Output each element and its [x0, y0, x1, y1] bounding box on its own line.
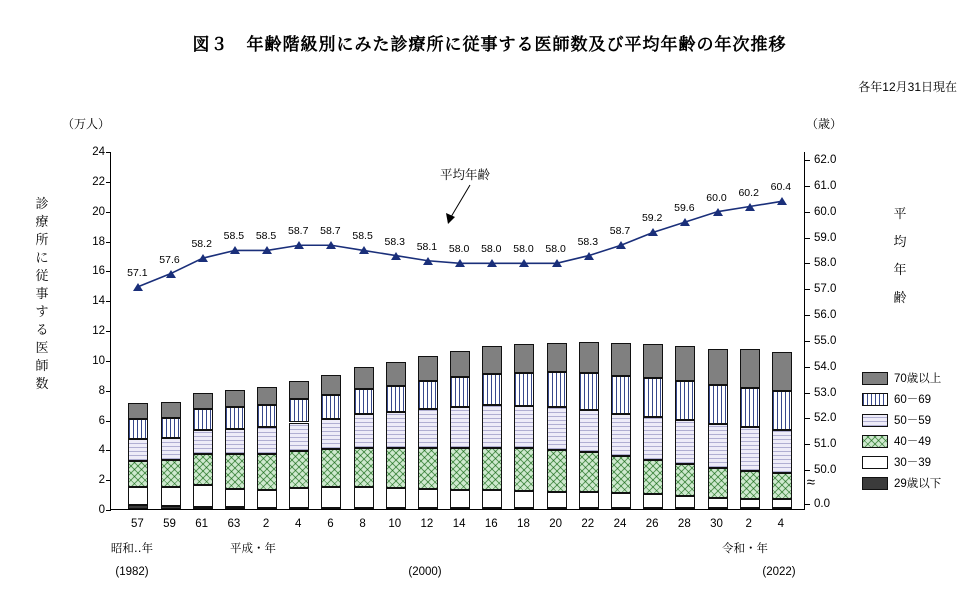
- data-point-label: 58.3: [384, 235, 405, 248]
- x-axis-tick-label: 30: [710, 518, 723, 530]
- data-point-marker: [391, 252, 401, 260]
- y-axis-tick-left: 4: [98, 444, 105, 457]
- data-point-label: 60.2: [738, 186, 759, 199]
- y-axis-tick-left: 20: [92, 205, 105, 218]
- page-title: 図３ 年齢階級別にみた診療所に従事する医師数及び平均年齢の年次推移: [192, 35, 787, 54]
- legend-label: 29歳以下: [894, 478, 942, 490]
- y-axis-tickmark-right: [805, 212, 810, 213]
- data-point-marker: [552, 259, 562, 267]
- y-axis-tick-right: 52.0: [814, 412, 837, 425]
- data-point-marker: [294, 241, 304, 249]
- data-point-label: 58.7: [609, 225, 631, 238]
- y-axis-tickmark-right: [805, 393, 810, 394]
- data-point-marker: [777, 197, 787, 205]
- x-axis-tick-label: 63: [227, 518, 241, 530]
- data-point-label: 57.1: [127, 266, 148, 279]
- y-axis-tickmark-right: [805, 186, 810, 187]
- x-axis-tick-label: 26: [645, 518, 659, 530]
- y-axis-tick-right: 62.0: [814, 154, 837, 166]
- data-point-marker: [230, 246, 240, 254]
- y-axis-tickmark-left: [106, 510, 111, 511]
- legend-label: 40－49: [894, 436, 932, 448]
- data-point-label: 58.3: [577, 235, 599, 248]
- legend-swatch: [862, 456, 888, 469]
- data-point-marker: [616, 241, 626, 249]
- data-point-label: 60.4: [770, 181, 792, 194]
- y-axis-tick-left: 0: [98, 504, 105, 516]
- y-axis-tickmark-right: [805, 444, 810, 445]
- average-age-annotation: 平均年齢: [440, 168, 491, 182]
- data-point-marker: [648, 228, 658, 236]
- x-axis-tick-label: 6: [327, 518, 334, 530]
- x-axis-tick-label: 61: [195, 518, 209, 530]
- y-axis-tick-left: 8: [98, 384, 105, 397]
- data-point-label: 58.5: [255, 230, 277, 243]
- y-axis-tickmark-right: [805, 341, 810, 342]
- data-point-marker: [680, 218, 690, 226]
- x-axis-tick-label: 24: [613, 518, 627, 530]
- era-label: 平成・年: [230, 543, 276, 555]
- y-axis-tickmark-right: [805, 289, 810, 290]
- x-axis-tick-label: 28: [677, 518, 691, 530]
- right-axis-label: 平 均 年 齢: [893, 206, 907, 305]
- x-axis-tick-label: 2: [745, 518, 752, 530]
- data-point-label: 58.5: [223, 230, 245, 243]
- data-point-label: 58.1: [416, 240, 438, 253]
- y-axis-tickmark-right: [805, 367, 810, 368]
- x-axis-tick-label: 14: [452, 518, 466, 530]
- y-axis-tick-left: 10: [92, 354, 105, 367]
- data-point-label: 58.0: [448, 243, 470, 256]
- axis-break-icon: ≈: [806, 474, 815, 491]
- legend-label: 60－69: [894, 394, 932, 406]
- y-axis-tick-left: 2: [98, 474, 105, 487]
- gregorian-year-label: (1982): [115, 566, 149, 578]
- data-point-label: 58.0: [481, 243, 502, 256]
- data-point-label: 58.7: [320, 225, 341, 238]
- legend-swatch: [862, 414, 888, 427]
- data-point-marker: [166, 270, 176, 278]
- y-axis-tickmark-right: [805, 315, 810, 316]
- x-axis-tick-label: 2: [262, 518, 270, 530]
- x-axis-tick-label: 22: [581, 518, 595, 530]
- data-point-marker: [713, 208, 723, 216]
- x-axis-tick-label: 10: [388, 518, 402, 530]
- y-axis-tickmark-right: [805, 418, 810, 419]
- y-axis-tick-left: 14: [92, 295, 105, 308]
- y-axis-tick-right: 50.0: [814, 464, 837, 476]
- x-axis-tick-label: 18: [517, 518, 530, 530]
- y-axis-tick-right: 0.0: [814, 498, 830, 510]
- data-point-label: 60.0: [706, 191, 727, 204]
- legend-swatch: [862, 372, 888, 385]
- data-point-marker: [584, 252, 594, 260]
- data-point-marker: [359, 246, 369, 254]
- y-axis-tick-right: 61.0: [814, 179, 837, 192]
- data-point-marker: [133, 283, 143, 291]
- y-axis-tick-right: 56.0: [814, 309, 837, 321]
- chart-plot-area: [92, 146, 837, 516]
- right-axis-unit: （歳）: [806, 117, 843, 131]
- x-axis-tick-label: 8: [359, 518, 366, 530]
- data-point-marker: [262, 246, 272, 254]
- legend-swatch: [862, 477, 888, 490]
- data-point-label: 58.7: [288, 225, 309, 238]
- x-axis-tick-label: 12: [420, 518, 434, 530]
- y-axis-tick-left: 6: [98, 414, 105, 427]
- legend-item: [862, 370, 974, 386]
- legend-label: 70歳以上: [894, 373, 942, 385]
- legend-item: [862, 475, 974, 491]
- y-axis-tick-right: 54.0: [814, 360, 837, 373]
- y-axis-tick-right: 57.0: [814, 283, 837, 296]
- y-axis-tick-left: 22: [92, 175, 105, 188]
- average-age-line: [111, 152, 805, 509]
- y-axis-tick-left: 24: [92, 146, 105, 158]
- data-point-label: 58.5: [352, 230, 373, 243]
- y-axis-tickmark-right: [805, 160, 810, 161]
- left-axis-label: 診 療 所 に 従 事 す る 医 師 数: [35, 196, 49, 391]
- y-axis-tickmark-right: [805, 504, 810, 505]
- era-label: 昭和‥年: [110, 543, 154, 555]
- legend-label: 30－39: [894, 457, 932, 469]
- y-axis-tick-left: 12: [92, 325, 105, 337]
- data-point-marker: [745, 203, 755, 211]
- y-axis-tickmark-right: [805, 470, 810, 471]
- legend-item: [862, 454, 974, 470]
- data-point-label: 58.2: [191, 238, 212, 251]
- y-axis-tick-right: 53.0: [814, 386, 837, 399]
- x-axis-tick-label: 4: [295, 518, 302, 530]
- y-axis-tick-left: 16: [92, 265, 105, 278]
- x-axis-tick-label: 4: [777, 518, 785, 530]
- legend-swatch: [862, 393, 888, 406]
- legend-label: 50－59: [894, 415, 932, 427]
- legend-item: [862, 391, 974, 407]
- data-point-marker: [487, 259, 497, 267]
- y-axis-tick-left: 18: [92, 235, 105, 248]
- y-axis-tick-right: 60.0: [814, 205, 837, 218]
- y-axis-tick-right: 55.0: [814, 334, 837, 347]
- legend-swatch: [862, 435, 888, 448]
- x-axis-tick-label: 20: [549, 518, 563, 530]
- legend-item: [862, 412, 974, 428]
- data-point-marker: [455, 259, 465, 267]
- data-point-marker: [326, 241, 336, 249]
- data-point-label: 59.6: [674, 202, 695, 214]
- x-axis-tick-label: 57: [130, 518, 144, 530]
- gregorian-year-label: (2000): [408, 566, 442, 578]
- y-axis-tickmark-right: [805, 263, 810, 264]
- gregorian-year-label: (2022): [762, 566, 796, 578]
- era-label: 令和・年: [722, 543, 768, 555]
- x-axis-tick-label: 16: [484, 518, 498, 530]
- x-axis-tick-label: 59: [163, 518, 176, 530]
- y-axis-tick-right: 51.0: [814, 438, 837, 451]
- data-point-label: 58.0: [513, 243, 534, 256]
- y-axis-tickmark-right: [805, 238, 810, 239]
- chart-legend: [862, 370, 974, 496]
- data-point-marker: [423, 257, 433, 265]
- legend-item: [862, 433, 974, 449]
- note-date: 各年12月31日現在: [858, 80, 957, 94]
- data-point-label: 58.0: [545, 243, 566, 256]
- data-point-marker: [198, 254, 208, 262]
- data-point-label: 57.6: [159, 253, 180, 266]
- y-axis-tick-right: 59.0: [814, 231, 837, 244]
- left-axis-unit: （万人）: [62, 117, 111, 131]
- y-axis-tick-right: 58.0: [814, 257, 837, 270]
- data-point-label: 59.2: [641, 212, 663, 225]
- data-point-marker: [519, 259, 529, 267]
